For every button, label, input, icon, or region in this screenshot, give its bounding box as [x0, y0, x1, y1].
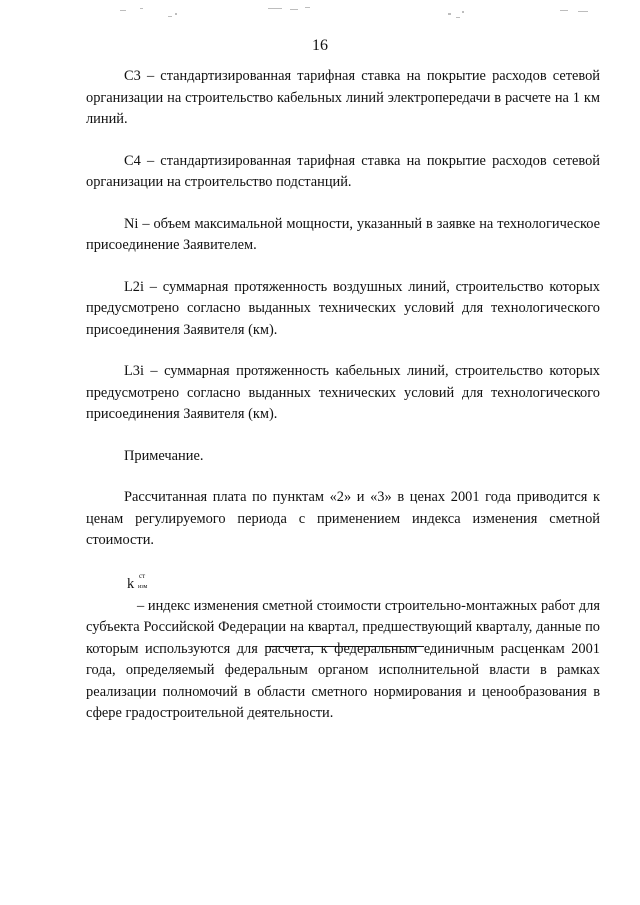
- paragraph-c4: С4 – стандартизированная тарифная ставка на покрытие расходов сетевой организации на строительство подстанций.: [86, 152, 600, 190]
- page-number: 16: [312, 37, 328, 54]
- paragraph-l2i: L2i – суммарная протяженность воздушных линий, строительство которых предусмотрено согласно выданных технических условий для технологического присоединения Заявителя (км).: [86, 278, 600, 338]
- note-text: Рассчитанная плата по пунктам «2» и «3» в ценах 2001 года приводится к ценам регулируемого периода с применением индекса изменения сметной стоимости.: [86, 489, 600, 548]
- paragraph-ni: Ni – объем максимальной мощности, указанный в заявке на технологическое присоединение Заявителем.: [86, 215, 600, 253]
- index-superscript: ст: [139, 571, 146, 580]
- index-symbol-k: k: [127, 575, 135, 592]
- document-body: [86, 66, 600, 725]
- index-definition-text: – индекс изменения сметной стоимости строительно-монтажных работ для субъекта Российской Федерации на квартал, предшествующий кварталу, данные по которым используются для расчета, к федеральным единичным расценкам 2001 года, определяемый федеральным органом исполнительной власти в рамках реализации полномочий в области сметного нормирования и ценообразования в сфере градостроительной деятельности.: [86, 597, 600, 721]
- note-heading: Примечание.: [124, 447, 204, 464]
- end-divider: [266, 646, 424, 647]
- scan-artifacts: [0, 4, 640, 24]
- index-subscript: изм: [138, 583, 148, 590]
- index-symbol: [86, 572, 600, 596]
- paragraph-l3i: L3i – суммарная протяженность кабельных линий, строительство которых предусмотрено согласно выданных технических условий для технологического присоединения Заявителя (км).: [86, 363, 600, 422]
- paragraph-c3: С3 – стандартизированная тарифная ставка на покрытие расходов сетевой организации на строительство кабельных линий электропередачи в расчете на 1 км линий.: [86, 68, 600, 127]
